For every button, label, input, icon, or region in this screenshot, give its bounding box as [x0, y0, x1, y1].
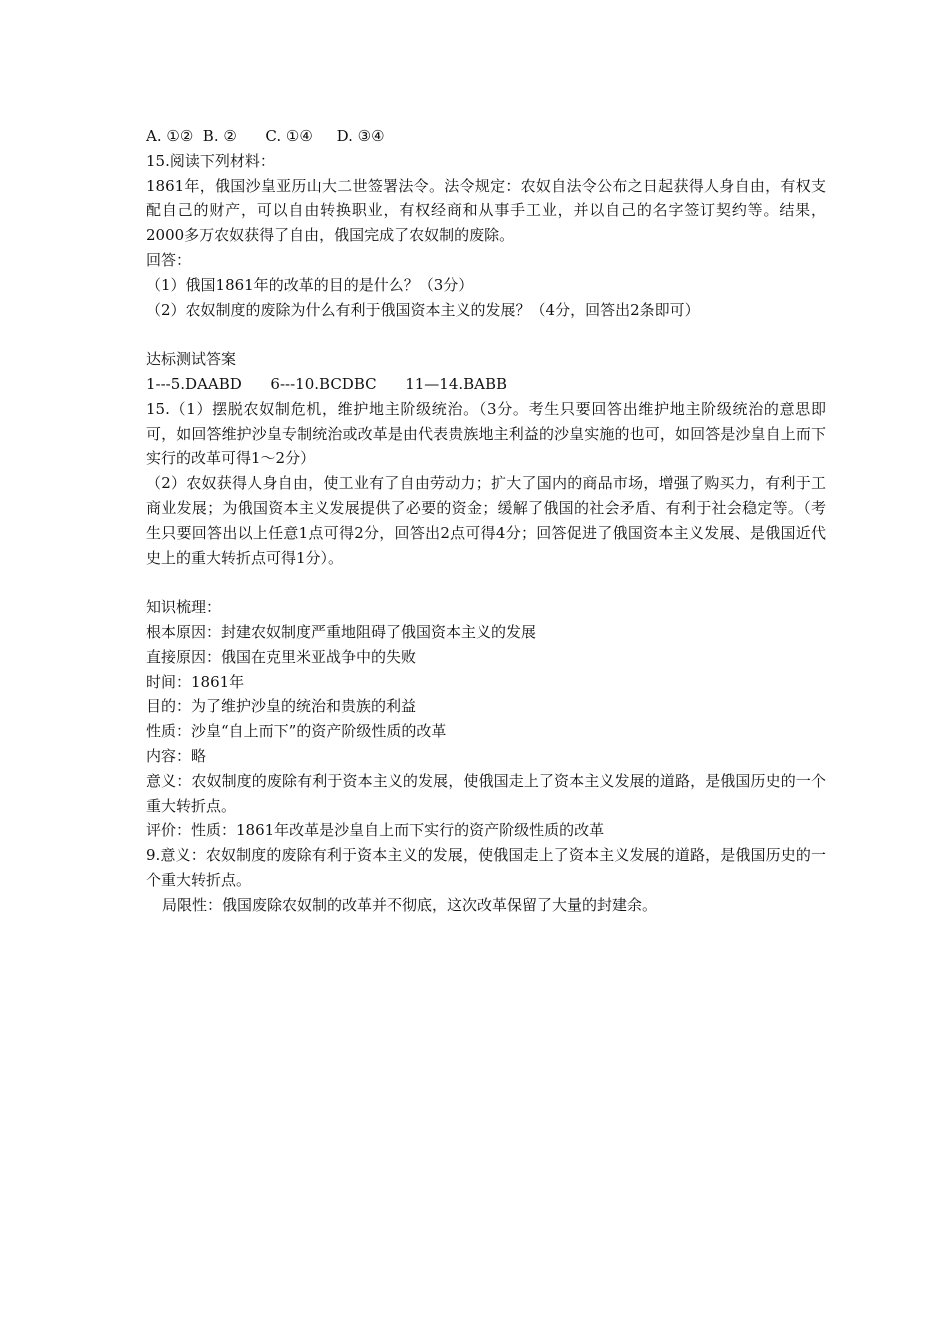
q15-subquestion-1: （1）俄国1861年的改革的目的是什么？（3分）: [146, 275, 474, 294]
choice-answer-keys: 1---5.DAABD 6---10.BCDBC 11—14.BABB: [146, 374, 508, 393]
q15-answer-1: 15.（1）摆脱农奴制危机，维护地主阶级统治。（3分。考生只要回答出维护地主阶级统治的意思即可，如回答维护沙皇专制统治或改革是由代表贵族地主利益的沙皇实施的也可，如回答是沙皇自上而下实行的改革可得1～2分）: [146, 399, 826, 468]
answers-heading: 达标测试答案: [146, 350, 237, 369]
q15-answer-prompt: 回答：: [146, 250, 192, 269]
spacer: [146, 322, 826, 347]
document-page: [146, 124, 826, 918]
knowledge-purpose: 目的：为了维护沙皇的统治和贵族的利益: [146, 697, 417, 716]
knowledge-significance: 意义：农奴制度的废除有利于资本主义的发展，使俄国走上了资本主义发展的道路，是俄国历史的一个重大转折点。: [146, 771, 826, 815]
q15-answer-2: （2）农奴获得人身自由，使工业有了自由劳动力；扩大了国内的商品市场，增强了购买力，有利于工商业发展；为俄国资本主义发展提供了必要的资金；缓解了俄国的社会矛盾、有利于社会稳定等。（考生只要回答出以上任意1点可得2分，回答出2点可得4分；回答促进了俄国资本主义发展、是俄国近代史上的重大转折点可得1分）。: [146, 474, 826, 567]
knowledge-nature: 性质：沙皇“自上而下”的资产阶级性质的改革: [146, 722, 447, 741]
knowledge-significance-9: 9.意义：农奴制度的废除有利于资本主义的发展，使俄国走上了资本主义发展的道路，是俄国历史的一个重大转折点。: [146, 846, 826, 889]
knowledge-time: 时间：1861年: [146, 672, 245, 691]
spacer: [146, 570, 826, 595]
q15-subquestion-2: （2）农奴制度的废除为什么有利于俄国资本主义的发展？（4分，回答出2条即可）: [146, 300, 700, 319]
q15-title: 15.阅读下列材料：: [146, 151, 275, 170]
knowledge-content: 内容：略: [146, 746, 207, 765]
knowledge-heading: 知识梳理：: [146, 598, 222, 617]
knowledge-root-cause: 根本原因：封建农奴制度严重地阻碍了俄国资本主义的发展: [146, 622, 537, 641]
q14-options: A. ①② B. ② C. ①④ D. ③④: [146, 127, 385, 145]
q15-material: 1861年，俄国沙皇亚历山大二世签署法令。法令规定：农奴自法令公布之日起获得人身自由，有权支配自己的财产，可以自由转换职业，有权经商和从事手工业，并以自己的名字签订契约等。结果，2000多万农奴获得了自由，俄国完成了农奴制的废除。: [146, 176, 826, 245]
knowledge-limitation: 局限性：俄国废除农奴制的改革并不彻底，这次改革保留了大量的封建余。: [162, 895, 658, 914]
knowledge-evaluation: 评价：性质：1861年改革是沙皇自上而下实行的资产阶级性质的改革: [146, 821, 605, 840]
knowledge-direct-cause: 直接原因：俄国在克里米亚战争中的失败: [146, 647, 417, 666]
